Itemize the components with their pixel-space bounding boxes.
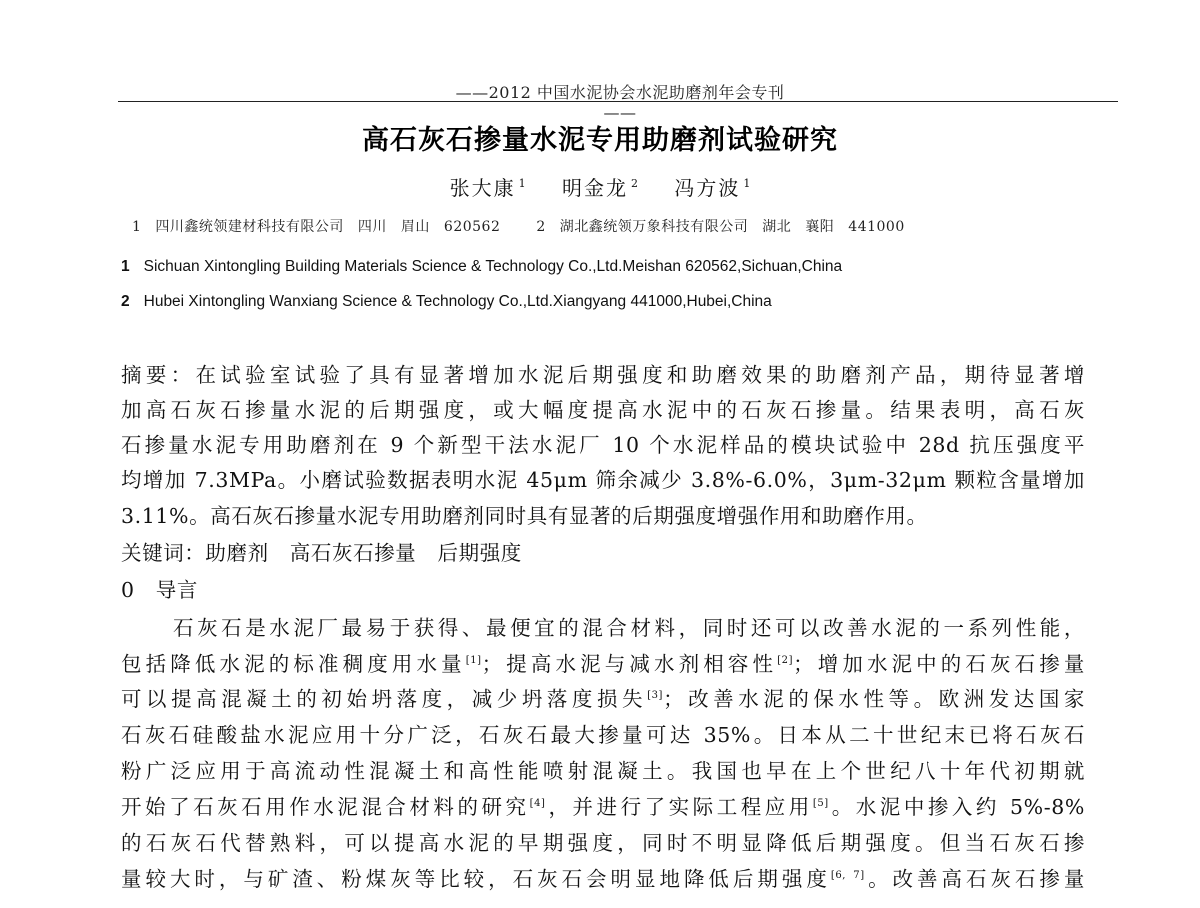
affiliation-english-1: 1 Sichuan Xintongling Building Materials Science & Technology Co.,Ltd.Meishan 620562,Sichuan,China [121,258,843,275]
author: 明金龙 $^2$ [562,176,638,200]
citation-ref: [2] [777,655,794,666]
citation-ref: [4] [529,798,546,809]
author-list [0,172,1200,201]
body-line: 量较大时，与矿渣、粉煤灰等比较，石灰石会明显地降低后期强度[6, 7]。改善高石灰石掺量 [121,867,1085,891]
running-header: ——2012 中国水泥协会水泥助磨剂年会专刊—— [455,83,785,122]
citation-ref: [5] [812,798,829,809]
abstract-line: 摘要：在试验室试验了具有显著增加水泥后期强度和助磨效果的助磨剂产品，期待显著增 [121,363,1085,387]
abstract-line: 石掺量水泥专用助磨剂在 9 个新型干法水泥厂 10 个水泥样品的模块试验中 28d 抗压强度平 [121,433,1085,457]
affiliations-chinese: 1 四川鑫统领建材科技有限公司 四川 眉山 620562 2 湖北鑫统领万象科技有限公司 湖北 襄阳 441000 [132,219,905,235]
citation-ref: [3] [647,690,664,701]
body-line: 石灰石硅酸盐水泥应用十分广泛，石灰石最大掺量可达 35%。日本从二十世纪末已将石灰石 [121,723,1085,747]
body-line: 开始了石灰石用作水泥混合材料的研究[4]，并进行了实际工程应用[5]。水泥中掺入约 5%-8% [121,795,1085,819]
abstract-line: 均增加 7.3MPa。小磨试验数据表明水泥 45μm 筛余减少 3.8%-6.0%，3μm-32μm 颗粒含量增加 [121,468,1085,492]
section-heading: 0 导言 [121,578,198,602]
paper-title: 高石灰石掺量水泥专用助磨剂试验研究 [362,125,838,156]
author: 张大康 $^1$ [449,176,526,200]
body-line: 可以提高混凝土的初始坍落度，减少坍落度损失[3]；改善水泥的保水性等。欧洲发达国家 [121,687,1085,711]
body-line: 粉广泛应用于高流动性混凝土和高性能喷射混凝土。我国也早在上个世纪八十年代初期就 [121,759,1085,783]
body-line: 包括降低水泥的标准稠度用水量[1]；提高水泥与减水剂相容性[2]；增加水泥中的石灰石掺量 [121,652,1086,676]
author: 冯方波 $^1$ [674,176,751,200]
abstract-line: 3.11%。高石灰石掺量水泥专用助磨剂同时具有显著的后期强度增强作用和助磨作用。 [121,504,928,528]
keywords: 关键词：助磨剂 高石灰石掺量 后期强度 [121,541,522,565]
body-line: 的石灰石代替熟料，可以提高水泥的早期强度，同时不明显降低后期强度。但当石灰石掺 [121,831,1085,855]
body-line: 石灰石是水泥厂最易于获得、最便宜的混合材料，同时还可以改善水泥的一系列性能， [173,616,1085,640]
citation-ref: [6, 7] [830,870,865,881]
header-rule [118,101,1118,102]
abstract-line: 加高石灰石掺量水泥的后期强度，或大幅度提高水泥中的石灰石掺量。结果表明，高石灰 [121,398,1085,422]
citation-ref: [1] [465,655,482,666]
affiliation-english-2: 2 Hubei Xintongling Wanxiang Science & Technology Co.,Ltd.Xiangyang 441000,Hubei,China [121,293,772,310]
